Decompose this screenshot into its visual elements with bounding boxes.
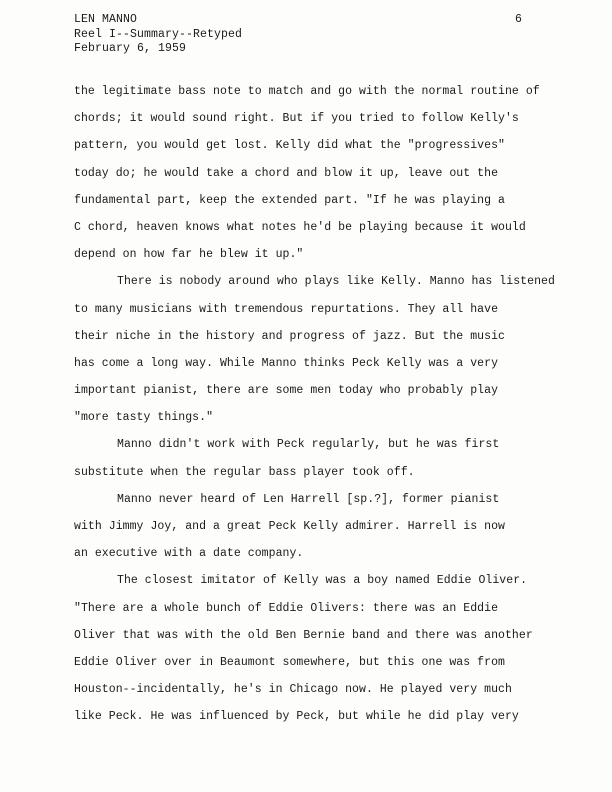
paragraph-start-line: The closest imitator of Kelly was a boy named Eddie Oliver. xyxy=(117,574,528,588)
text-line: the legitimate bass note to match and go with the normal routine of xyxy=(74,85,540,98)
paragraph-start-line: Manno never heard of Len Harrell [sp.?], former pianist xyxy=(117,492,500,506)
text-line: Eddie Oliver over in Beaumont somewhere, but this one was from xyxy=(74,655,505,669)
paragraph-start-line: There is nobody around who plays like Kelly. Manno has listened xyxy=(117,275,555,289)
text-line: "more tasty things." xyxy=(74,411,214,425)
text-line: depend on how far he blew it up." xyxy=(74,248,304,262)
text-line: C chord, heaven knows what notes he'd be playing because it would xyxy=(74,220,526,234)
text-line: chords; it would sound right. But if you tried to follow Kelly's xyxy=(74,112,519,126)
page-number: 6 xyxy=(515,13,522,26)
text-line: an executive with a date company. xyxy=(74,547,304,561)
text-line: has come a long way. While Manno thinks Peck Kelly was a very xyxy=(74,356,499,370)
paragraph-start-line: Manno didn't work with Peck regularly, but he was first xyxy=(117,438,500,452)
header-reel: Reel I--Summary--Retyped xyxy=(74,27,243,41)
text-line: pattern, you would get lost. Kelly did what the "progressives" xyxy=(74,139,505,153)
text-line: fundamental part, keep the extended part. "If he was playing a xyxy=(74,193,505,207)
text-line: today do; he would take a chord and blow it up, leave out the xyxy=(74,166,499,180)
document-header xyxy=(74,13,242,57)
body-text xyxy=(74,78,594,731)
text-line: "There are a whole bunch of Eddie Olivers: there was an Eddie xyxy=(74,601,499,615)
text-line: important pianist, there are some men today who probably play xyxy=(74,384,499,398)
text-line: Oliver that was with the old Ben Bernie band and there was another xyxy=(74,628,533,642)
text-line: with Jimmy Joy, and a great Peck Kelly admirer. Harrell is now xyxy=(74,520,505,533)
header-name: LEN MANNO xyxy=(74,13,138,26)
text-line: Houston--incidentally, he's in Chicago now. He played very much xyxy=(74,683,512,697)
header-date: February 6, 1959 xyxy=(74,42,187,55)
text-line: substitute when the regular bass player took off. xyxy=(74,465,415,479)
text-line: like Peck. He was influenced by Peck, but while he did play very xyxy=(74,710,519,724)
text-line: to many musicians with tremendous repurtations. They all have xyxy=(74,302,499,316)
text-line: their niche in the history and progress of jazz. But the music xyxy=(74,329,505,343)
